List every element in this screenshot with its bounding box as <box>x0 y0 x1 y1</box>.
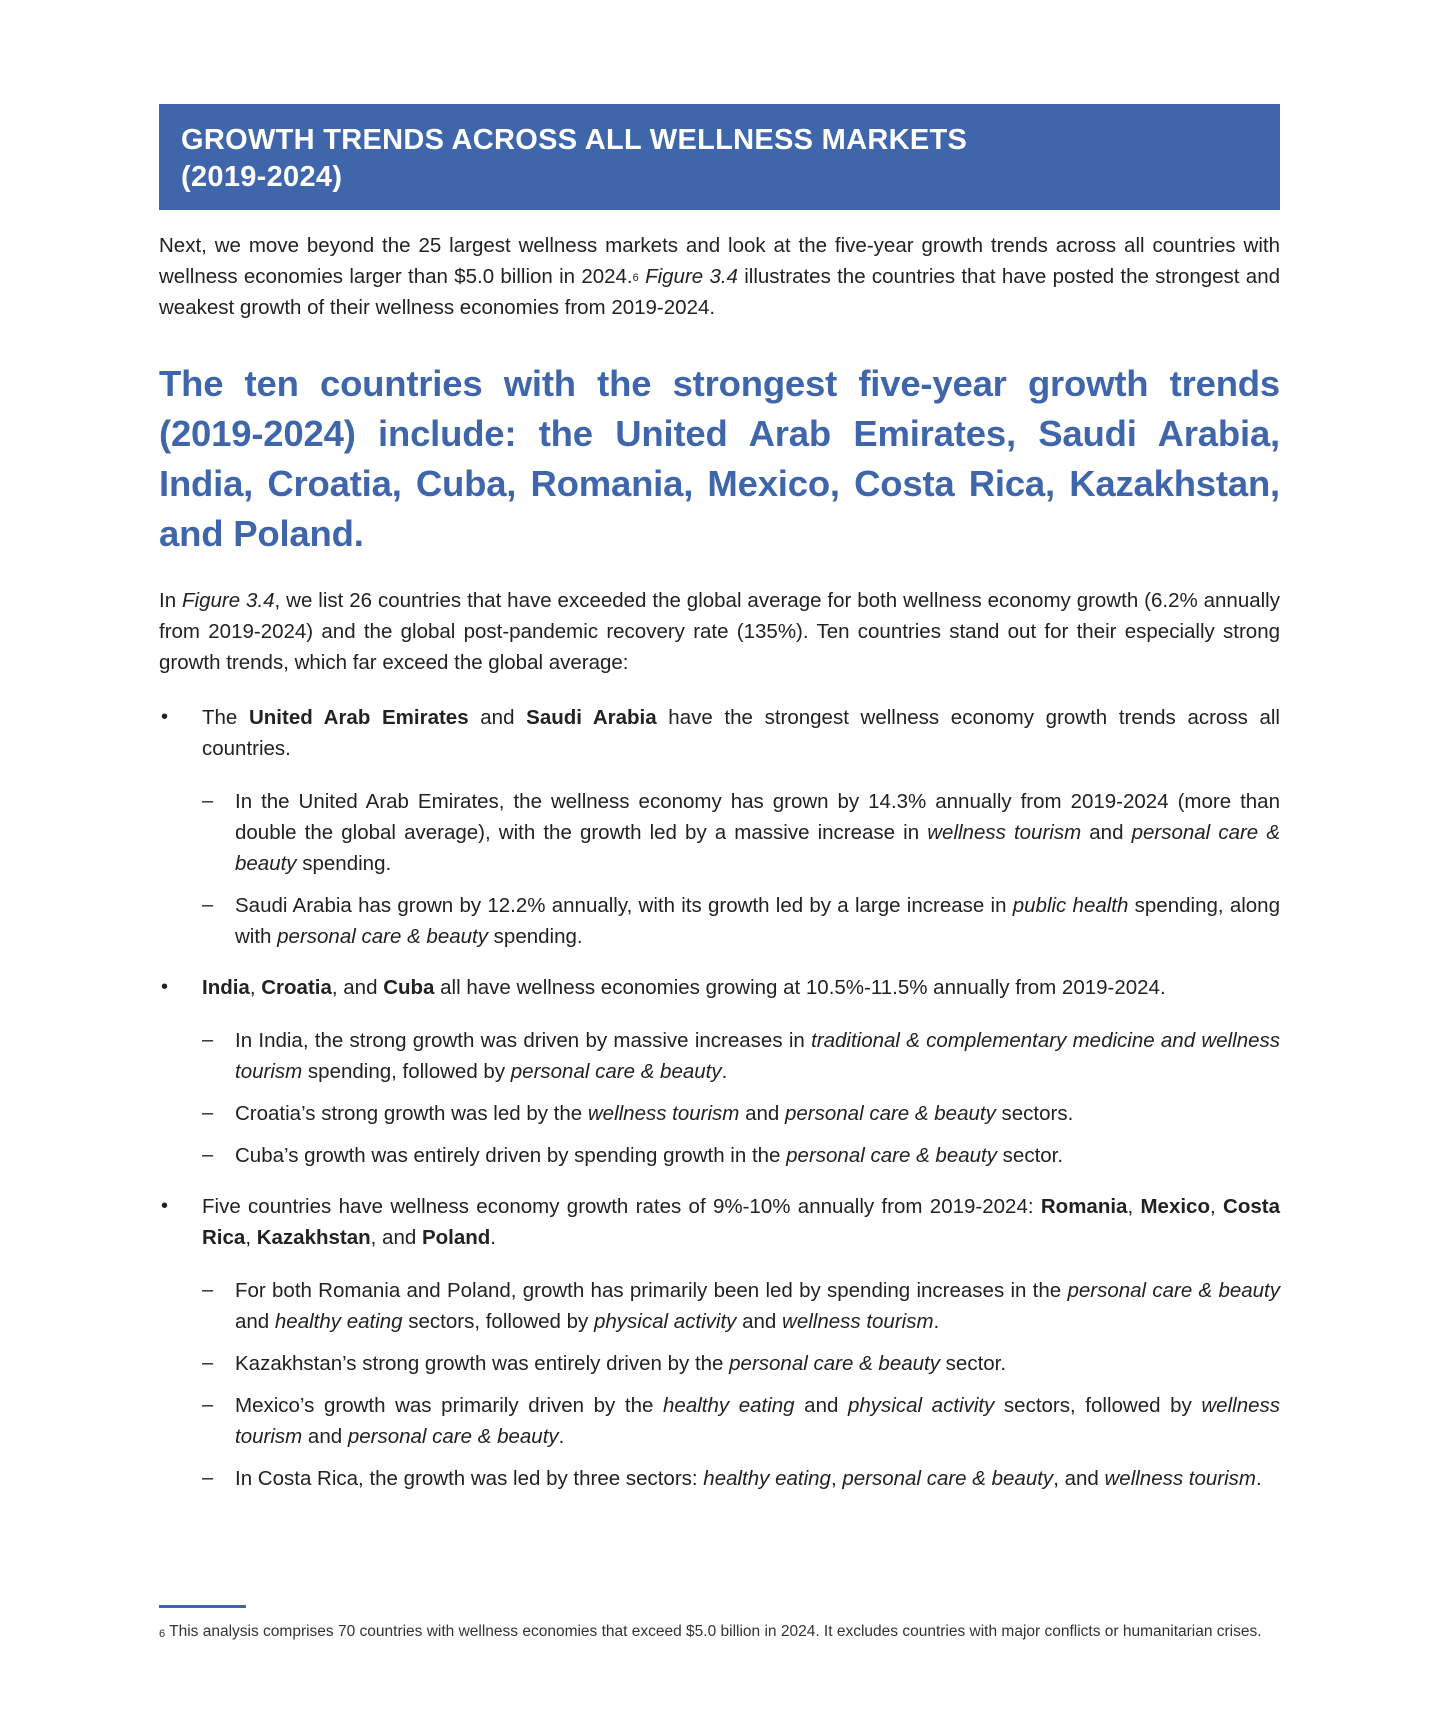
country-name: Mexico <box>1140 1195 1210 1218</box>
sub-list <box>202 1275 1280 1494</box>
section-title-line2: (2019-2024) <box>181 161 343 193</box>
dash-marker: – <box>202 1144 214 1166</box>
dash-marker: – <box>202 1029 214 1051</box>
bullet-text: India, Croatia, and Cuba all have wellness economies growing at 10.5%-11.5% annually from 2019-2024. <box>202 976 1166 999</box>
sub-item <box>202 786 1280 879</box>
sub-item <box>202 1348 1280 1379</box>
dash-marker: – <box>202 1394 214 1416</box>
sub-item-text: In the United Arab Emirates, the wellness economy has grown by 14.3% annually from 2019-2024 (more than double the global average), with the growth led by a massive increase in wellness tourism and personal care & beauty spending. <box>235 790 1280 875</box>
sub-item-text: For both Romania and Poland, growth has primarily been led by spending increases in the personal care & beauty and healthy eating sectors, followed by physical activity and wellness tourism. <box>235 1279 1280 1333</box>
intro-paragraph <box>159 230 1280 323</box>
sub-item-text: Cuba’s growth was entirely driven by spending growth in the personal care & beauty sector. <box>235 1144 1064 1167</box>
country-name: Costa Rica <box>202 1195 1280 1249</box>
bullet-list <box>159 702 1280 1494</box>
section-banner <box>159 104 1280 210</box>
intro-text-b: illustrates the countries that have posted the strongest and weakest growth of their wellness economies from 2019-2024. <box>159 265 1280 319</box>
dash-marker: – <box>202 790 214 812</box>
country-name: India <box>202 976 250 999</box>
country-name: Saudi Arabia <box>526 706 657 729</box>
country-name: Romania <box>1040 1195 1128 1218</box>
bullet-marker: • <box>161 976 169 998</box>
para2-text-b: , we list 26 countries that have exceeded the global average for both wellness economy growth (6.2% annually from 2019-2024) and the global post-pandemic recovery rate (135%). Ten countries stand out for their especially strong growth trends, which far exceed the global average: <box>159 589 1280 674</box>
country-name: Croatia <box>261 976 332 999</box>
sub-list <box>202 1025 1280 1171</box>
dash-marker: – <box>202 1279 214 1301</box>
figure-ref: Figure 3.4 <box>182 589 275 612</box>
sub-item <box>202 1025 1280 1087</box>
sub-list <box>202 786 1280 952</box>
bullet-item-uae-saudi <box>159 702 1280 952</box>
country-name: United Arab Emirates <box>248 706 469 729</box>
bullet-item-five-countries <box>159 1191 1280 1494</box>
footnote <box>159 1621 1280 1643</box>
sub-item-text: Croatia’s strong growth was led by the wellness tourism and personal care & beauty sectors. <box>235 1102 1074 1125</box>
para2-text-a: In <box>159 589 183 612</box>
dash-marker: – <box>202 1102 214 1124</box>
sub-item <box>202 890 1280 952</box>
sub-item-text: In India, the strong growth was driven by massive increases in traditional & complementary medicine and wellness tourism spending, followed by personal care & beauty. <box>235 1029 1280 1083</box>
figure-paragraph <box>159 585 1280 678</box>
page-content <box>159 104 1280 1514</box>
intro-text-a: Next, we move beyond the 25 largest wellness markets and look at the five-year growth trends across all countries with wellness economies larger than $5.0 billion in 2024. <box>159 234 1280 288</box>
dash-marker: – <box>202 894 214 916</box>
country-name: Poland <box>421 1226 491 1249</box>
figure-ref: Figure 3.4 <box>645 265 738 288</box>
bullet-text: Five countries have wellness economy growth rates of 9%-10% annually from 2019-2024: Romania, Mexico, Costa Rica, Kazakhstan, and Poland. <box>202 1195 1280 1249</box>
section-title-line1: GROWTH TRENDS ACROSS ALL WELLNESS MARKETS <box>181 124 968 156</box>
bullet-marker: • <box>161 706 169 728</box>
sub-item-text: In Costa Rica, the growth was led by three sectors: healthy eating, personal care & beauty, and wellness tourism. <box>235 1467 1262 1490</box>
sub-item <box>202 1275 1280 1337</box>
footnote-number: 6 <box>159 1628 166 1640</box>
sub-item <box>202 1098 1280 1129</box>
bullet-marker: • <box>161 1195 169 1217</box>
footnote-text: This analysis comprises 70 countries with wellness economies that exceed $5.0 billion in 2024. It excludes countries with major conflicts or humanitarian crises. <box>165 1623 1262 1640</box>
dash-marker: – <box>202 1352 214 1374</box>
sub-item-text: Saudi Arabia has grown by 12.2% annually, with its growth led by a large increase in public health spending, along with personal care & beauty spending. <box>235 894 1280 948</box>
bullet-item-india-croatia-cuba <box>159 972 1280 1171</box>
sub-item <box>202 1463 1280 1494</box>
highlight-callout: The ten countries with the strongest five-year growth trends (2019-2024) include: the United Arab Emirates, Saudi Arabia, India, Croatia, Cuba, Romania, Mexico, Costa Rica, Kazakhstan, and Poland. <box>159 363 1280 554</box>
sub-item-text: Mexico’s growth was primarily driven by the healthy eating and physical activity sectors, followed by wellness tourism and personal care & beauty. <box>235 1394 1280 1448</box>
sub-item <box>202 1140 1280 1171</box>
footnote-divider <box>159 1605 246 1608</box>
country-name: Kazakhstan <box>256 1226 371 1249</box>
footnote-ref: 6 <box>632 272 639 284</box>
country-name: Cuba <box>383 976 435 999</box>
sub-item <box>202 1390 1280 1452</box>
dash-marker: – <box>202 1467 214 1489</box>
bullet-text: The United Arab Emirates and Saudi Arabia have the strongest wellness economy growth trends across all countries. <box>202 706 1280 760</box>
sub-item-text: Kazakhstan’s strong growth was entirely driven by the personal care & beauty sector. <box>235 1352 1007 1375</box>
